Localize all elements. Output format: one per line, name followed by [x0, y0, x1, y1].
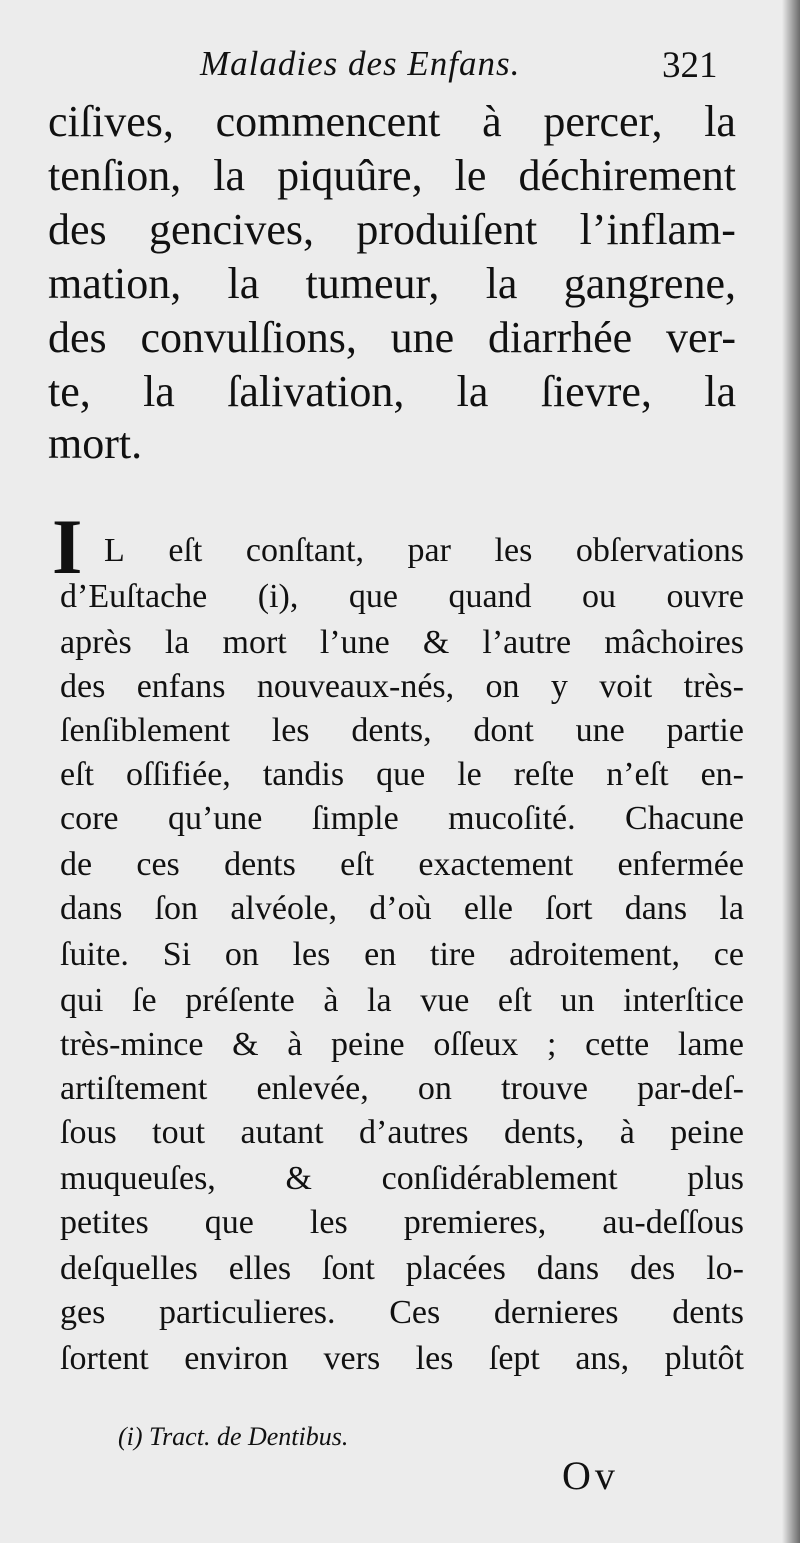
- text-line: [60, 712, 744, 750]
- word: dents,: [351, 712, 432, 749]
- word: environ: [184, 1340, 289, 1377]
- text-line: [48, 150, 736, 201]
- word: l’inflam-: [579, 205, 736, 254]
- signature-mark: Ov: [562, 1453, 619, 1498]
- word: par: [407, 532, 451, 569]
- word: plutôt: [664, 1340, 744, 1377]
- word: qu’une: [167, 800, 263, 837]
- word: ſimple: [311, 800, 399, 837]
- word: Chacune: [625, 800, 744, 837]
- word: &: [422, 624, 450, 661]
- word: qui: [60, 982, 104, 1019]
- word: muqueuſes,: [60, 1160, 216, 1197]
- word: après: [60, 624, 132, 661]
- word: mation,: [48, 259, 182, 308]
- word: à: [619, 1114, 635, 1151]
- word: deſquelles: [60, 1250, 198, 1287]
- word: mâchoires: [604, 624, 744, 661]
- word: un: [560, 982, 595, 1019]
- word: produiſent: [356, 205, 538, 254]
- word: percer,: [543, 97, 663, 146]
- word: les: [292, 936, 331, 973]
- word: trouve: [501, 1070, 588, 1107]
- word: on: [224, 936, 259, 973]
- word: ſenſiblement: [60, 712, 230, 749]
- word: les: [415, 1340, 454, 1377]
- drop-cap: I: [52, 503, 83, 590]
- text-line: [48, 418, 736, 469]
- running-title: Maladies des Enfans.: [200, 44, 521, 83]
- word: ver-: [666, 313, 736, 362]
- word: ;: [546, 1026, 557, 1063]
- text-line: [48, 312, 736, 363]
- word: adroitement,: [509, 936, 680, 973]
- word: ſortent: [60, 1340, 149, 1377]
- word: les: [271, 712, 310, 749]
- text-line: [60, 578, 744, 616]
- word: premieres,: [403, 1204, 547, 1241]
- word: mucoſité.: [448, 800, 576, 837]
- word: ces: [136, 846, 180, 883]
- word: elle: [463, 890, 513, 927]
- text-line: [48, 204, 736, 255]
- word: Si: [162, 936, 192, 973]
- word: diarrhée: [488, 313, 633, 362]
- text-line: [60, 756, 744, 794]
- word: à: [323, 982, 339, 1019]
- word: à: [287, 1026, 303, 1063]
- word: une: [390, 313, 455, 362]
- word: dents: [672, 1294, 744, 1331]
- word: voit: [599, 668, 653, 705]
- word: en-: [700, 756, 744, 793]
- word: lo-: [706, 1250, 744, 1287]
- word: gangrene,: [563, 259, 736, 308]
- word: cette: [585, 1026, 650, 1063]
- text-line: [60, 890, 744, 928]
- word: ſous: [60, 1114, 117, 1151]
- word: exactement: [418, 846, 574, 883]
- text-line: [60, 1114, 744, 1152]
- word: d’Euſtache: [60, 578, 208, 615]
- word: mort.: [48, 419, 143, 468]
- word: vue: [420, 982, 470, 1019]
- word: ſept: [488, 1340, 540, 1377]
- word: que: [348, 578, 398, 615]
- word: gencives,: [149, 205, 314, 254]
- word: ſievre,: [540, 367, 652, 416]
- text-line: [60, 982, 744, 1020]
- word: enfermée: [617, 846, 744, 883]
- word: les: [494, 532, 533, 569]
- text-line: [48, 366, 736, 417]
- word: alvéole,: [230, 890, 338, 927]
- word: ſort: [545, 890, 593, 927]
- word: peine: [331, 1026, 405, 1063]
- word: dans: [624, 890, 688, 927]
- word: d’autres: [359, 1114, 469, 1151]
- text-line: [60, 936, 744, 974]
- word: dernieres: [493, 1294, 619, 1331]
- word: eſt: [497, 982, 532, 1019]
- word: d’où: [369, 890, 432, 927]
- word: vers: [323, 1340, 381, 1377]
- word: mort: [222, 624, 287, 661]
- word: on: [417, 1070, 452, 1107]
- word: (i),: [257, 578, 299, 615]
- text-line: [60, 1204, 744, 1242]
- binding-shadow: [782, 0, 800, 1543]
- word: oſſeux: [433, 1026, 519, 1063]
- word: n’eſt: [606, 756, 669, 793]
- word: conſtant,: [245, 532, 364, 569]
- word: eſt: [60, 756, 94, 793]
- word: des: [48, 313, 107, 362]
- word: on: [485, 668, 520, 705]
- word: très-: [683, 668, 744, 705]
- word: tenſion,: [48, 151, 182, 200]
- word: enfans: [136, 668, 226, 705]
- word: core: [60, 800, 119, 837]
- word: déchirement: [518, 151, 736, 200]
- word: tout: [152, 1114, 206, 1151]
- word: la: [213, 151, 246, 200]
- text-line: [60, 800, 744, 838]
- word: plus: [687, 1160, 744, 1197]
- word: commencent: [215, 97, 441, 146]
- word: partie: [666, 712, 744, 749]
- word: reſte: [513, 756, 575, 793]
- text-line: [60, 1294, 744, 1332]
- word: convulſions,: [140, 313, 357, 362]
- page-number: 321: [662, 45, 718, 86]
- word: dans: [536, 1250, 600, 1287]
- word: tumeur,: [305, 259, 440, 308]
- word: l’une: [319, 624, 390, 661]
- text-line: [48, 96, 736, 147]
- word: &: [232, 1026, 259, 1063]
- word: conſidérablement: [381, 1160, 618, 1197]
- footnote: (i) Tract. de Dentibus.: [118, 1422, 349, 1451]
- word: la: [719, 890, 744, 927]
- word: dont: [473, 712, 534, 749]
- word: te,: [48, 367, 91, 416]
- word: la: [367, 982, 392, 1019]
- word: de: [60, 846, 93, 883]
- word: des: [60, 668, 106, 705]
- word: des: [629, 1250, 676, 1287]
- word: ſont: [321, 1250, 375, 1287]
- word: petites: [60, 1204, 149, 1241]
- word: enlevée,: [256, 1070, 369, 1107]
- word: quand: [448, 578, 532, 615]
- word: une: [575, 712, 625, 749]
- word: eſt: [168, 532, 203, 569]
- word: oſſifiée,: [126, 756, 231, 793]
- word: à: [482, 97, 502, 146]
- word: ouvre: [666, 578, 744, 615]
- word: ciſives,: [48, 97, 174, 146]
- word: ſon: [154, 890, 199, 927]
- word: tandis: [262, 756, 345, 793]
- text-line: [60, 1160, 744, 1198]
- text-line: [60, 624, 744, 662]
- text-line: [104, 532, 744, 570]
- word: eſt: [340, 846, 375, 883]
- word: placées: [405, 1250, 506, 1287]
- word: interſtice: [623, 982, 744, 1019]
- word: autant: [240, 1114, 324, 1151]
- word: ſuite.: [60, 936, 129, 973]
- word: Ces: [389, 1294, 441, 1331]
- word: les: [309, 1204, 348, 1241]
- word: la: [227, 259, 260, 308]
- word: nouveaux-nés,: [256, 668, 455, 705]
- word: ans,: [575, 1340, 630, 1377]
- word: tire: [430, 936, 476, 973]
- word: piquûre,: [277, 151, 423, 200]
- word: que: [376, 756, 426, 793]
- word: la: [485, 259, 518, 308]
- word: ſalivation,: [227, 367, 405, 416]
- word: des: [48, 205, 107, 254]
- word: dents: [224, 846, 296, 883]
- word: dents,: [504, 1114, 585, 1151]
- word: obſervations: [575, 532, 744, 569]
- word: particulieres.: [159, 1294, 336, 1331]
- text-line: [60, 668, 744, 706]
- word: que: [204, 1204, 254, 1241]
- word: la: [456, 367, 489, 416]
- word: préſente: [185, 982, 295, 1019]
- word: ges: [60, 1294, 106, 1331]
- word: le: [457, 756, 482, 793]
- text-line: [60, 846, 744, 884]
- word: le: [454, 151, 487, 200]
- word: la: [704, 367, 736, 416]
- text-line: [60, 1070, 744, 1108]
- word: l’autre: [482, 624, 572, 661]
- word: dans: [60, 890, 123, 927]
- word: peine: [670, 1114, 744, 1151]
- word: lame: [677, 1026, 744, 1063]
- word: par-deſ-: [637, 1070, 744, 1107]
- text-line: [48, 258, 736, 309]
- text-line: [60, 1250, 744, 1288]
- word: ſe: [132, 982, 157, 1019]
- word: y: [550, 668, 568, 705]
- word: artiſtement: [60, 1070, 208, 1107]
- word: ou: [582, 578, 617, 615]
- word: elles: [228, 1250, 292, 1287]
- word: la: [704, 97, 736, 146]
- word: très-mince: [60, 1026, 204, 1063]
- word: ce: [713, 936, 744, 973]
- text-line: [60, 1026, 744, 1064]
- word: L: [104, 532, 125, 569]
- word: &: [285, 1160, 312, 1197]
- word: la: [164, 624, 190, 661]
- word: en: [364, 936, 397, 973]
- word: au-deſſous: [602, 1204, 744, 1241]
- word: la: [143, 367, 175, 416]
- text-line: [60, 1340, 744, 1378]
